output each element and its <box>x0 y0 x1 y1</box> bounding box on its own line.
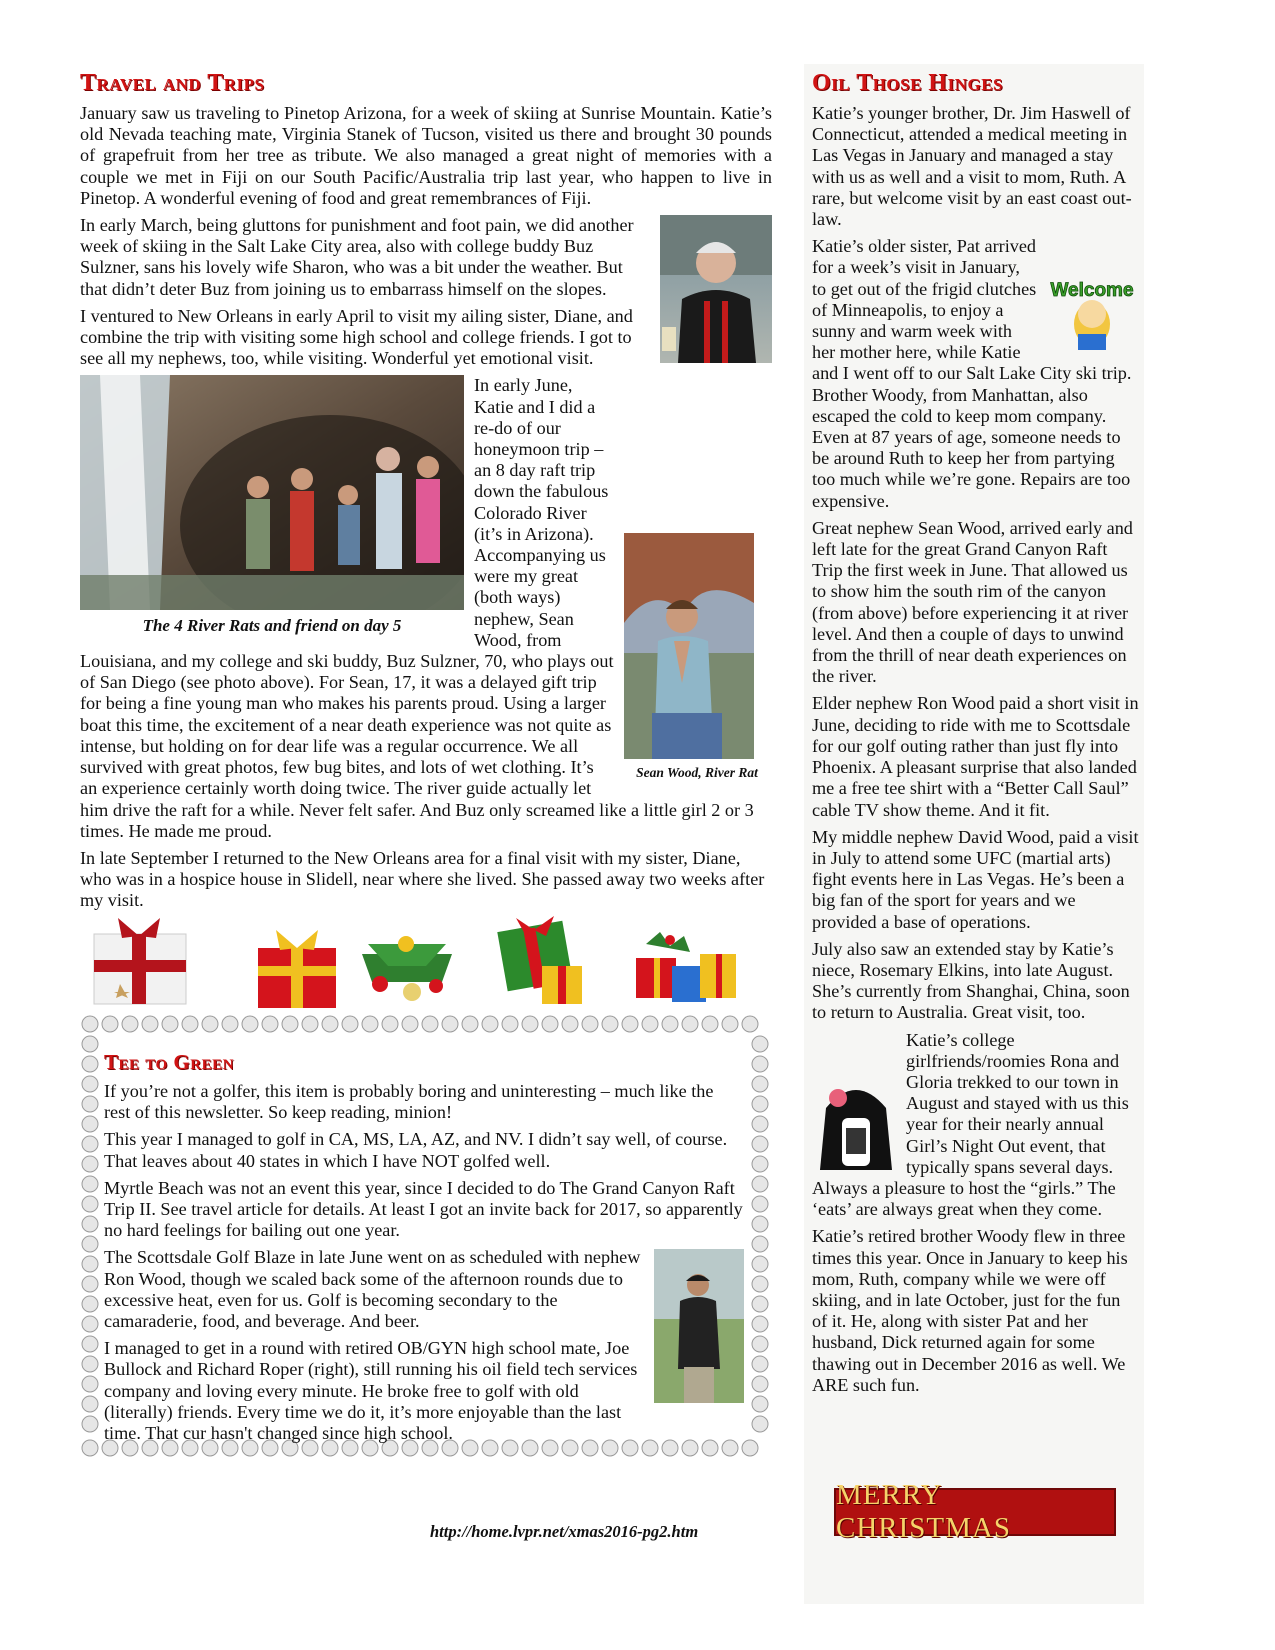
rafters-caption: The 4 River Rats and friend on day 5 <box>142 616 402 636</box>
red-gift-gold-ribbon-icon <box>258 930 336 1008</box>
golf-ball-icon <box>82 1416 98 1432</box>
golf-ball-icon <box>752 1156 768 1172</box>
footer-url: http://home.lvpr.net/xmas2016-pg2.htm <box>430 1522 699 1541</box>
golf-ball-icon <box>82 1056 98 1072</box>
golf-ball-icon <box>242 1016 258 1032</box>
golf-ball-icon <box>752 1276 768 1292</box>
golf-ball-icon <box>442 1016 458 1032</box>
travel-paragraph-1: January saw us traveling to Pinetop Arizona, for a week of skiing at Sunrise Mountain. Katie’s old Nevada teaching mate, Virginia Stanek of Tucson, visited us there and brought 30 pounds of grapefruit from her tree as tribute. We also managed a great night of memories with a couple we met in Fiji on our South Pacific/Australia trip last year, who happen to live in Pinetop. A wonderful evening of food and great remembrances of Fiji. <box>80 103 772 208</box>
golf-ball-icon <box>752 1036 768 1052</box>
golf-paragraph-3: Myrtle Beach was not an event this year, since I decided to do The Grand Canyon Raft Trip II. See travel article for details. At least I got an invite back for 2017, so apparently no hard feelings for bailing out one year. <box>104 1177 743 1241</box>
golf-ball-icon <box>742 1016 758 1032</box>
travel-paragraph-2: In early March, being gluttons for punishment and foot pain, we did another week of skiing in the Salt Lake City area, also with college buddy Buz Sulzner, sans his lovely wife Sharon, who was a bit under the weather. But that didn’t deter Buz from joining us to embarrass himself on the slopes. <box>80 215 634 299</box>
white-gift-icon <box>94 918 186 1004</box>
golf-ball-icon <box>752 1256 768 1272</box>
golf-ball-icon <box>82 1016 98 1032</box>
golfer-photo <box>654 1249 744 1403</box>
fist-girl-icon <box>812 1078 900 1176</box>
girls-night-graphic <box>812 1078 900 1176</box>
golf-ball-icon <box>322 1016 338 1032</box>
golf-ball-icon <box>662 1016 678 1032</box>
golf-ball-icon <box>502 1016 518 1032</box>
golf-section <box>104 1050 744 1450</box>
golf-ball-icon <box>752 1196 768 1212</box>
golf-ball-icon <box>82 1036 98 1052</box>
gifts-holly-icon <box>636 932 736 1002</box>
rafters-photo-block <box>80 375 464 636</box>
hinges-paragraph-5: My middle nephew David Wood, paid a visit in July to attend some UFC (martial arts) fight events here in Las Vegas. He’s been a big fan of the sport for years and we provided a base of operations. <box>812 826 1139 932</box>
golf-ball-icon <box>602 1016 618 1032</box>
skier-figure-icon <box>660 215 772 363</box>
golf-paragraph-2: This year I managed to golf in CA, MS, LA, AZ, and NV. I didn’t say well, of course. That leaves about 40 states in which I have NOT golfed well. <box>104 1129 728 1171</box>
golf-ball-icon <box>82 1356 98 1372</box>
golf-ball-icon <box>82 1276 98 1292</box>
golf-ball-icon <box>302 1016 318 1032</box>
golf-ball-icon <box>752 1296 768 1312</box>
golf-ball-icon <box>752 1096 768 1112</box>
golf-ball-icon <box>752 1076 768 1092</box>
golf-ball-icon <box>82 1196 98 1212</box>
golf-ball-icon <box>382 1016 398 1032</box>
golf-ball-icon <box>82 1256 98 1272</box>
hinges-paragraph-4: Elder nephew Ron Wood paid a short visit in June, deciding to ride with me to Scottsdale for our golf outing rather than just fly into Phoenix. A pleasant surprise that also landed me a free tee shirt with a “Better Call Saul” cable TV show theme. And it fit. <box>812 693 1139 820</box>
golf-ball-icon <box>462 1016 478 1032</box>
golf-ball-icon <box>722 1016 738 1032</box>
golf-ball-icon <box>82 1296 98 1312</box>
travel-paragraph-3: I ventured to New Orleans in early April to visit my ailing sister, Diane, and combine the trip with visiting some high school and college friends. I got to see all my nephews, too, while visiting. Wonderful yet emotional visit. <box>80 305 633 369</box>
golf-ball-icon <box>752 1176 768 1192</box>
golf-ball-icon <box>642 1016 658 1032</box>
golf-ball-icon <box>82 1156 98 1172</box>
golf-ball-icon <box>402 1016 418 1032</box>
golf-ball-icon <box>752 1416 768 1432</box>
hinges-paragraph-8: Katie’s retired brother Woody flew in three times this year. Once in January to keep his mom, Ruth, company while we were off skiing, and in late October, just for the fun of it. He, along with sister Pat and her husband, Dick returned again for some thawing out in December 2016 as well. We ARE such fun. <box>812 1226 1128 1395</box>
golf-ball-icon <box>752 1396 768 1412</box>
hinges-paragraph-1: Katie’s younger brother, Dr. Jim Haswell of Connecticut, attended a medical meeting in Las Vegas in January and managed a stay with us as well and a visit to mom, Ruth. A rare, but welcome visit by an east coast out-law. <box>812 103 1132 230</box>
golf-ball-icon <box>752 1216 768 1232</box>
merry-christmas-text: MERRY CHRISTMAS <box>836 1479 1011 1544</box>
golf-paragraph-5: I managed to get in a round with retired OB/GYN high school mate, Joe Bullock and Richard Roper (right), still running his oil field tech services company and loving every minute. He broke free to golf with old (literally) friends. Every time we do it, it’s more enjoyable than the last time. That cur hasn't changed since high school. <box>104 1338 638 1444</box>
merry-christmas-banner <box>834 1479 1116 1544</box>
golf-title: Tee to Green <box>104 1050 234 1074</box>
golf-paragraph-1: If you’re not a golfer, this item is probably boring and uninteresting – much like the rest of this newsletter. So keep reading, minion! <box>104 1081 714 1123</box>
christmas-branch-icon <box>362 936 452 1001</box>
golf-ball-icon <box>752 1136 768 1152</box>
golf-ball-icon <box>162 1016 178 1032</box>
hinges-section <box>812 70 1140 1402</box>
golf-ball-icon <box>752 1236 768 1252</box>
welcome-icon <box>1044 272 1140 352</box>
golf-ball-icon <box>702 1016 718 1032</box>
gift-row <box>80 914 760 1010</box>
golf-ball-icon <box>222 1016 238 1032</box>
hinges-paragraph-2: Katie’s older sister, Pat arrived for a week’s visit in January, to get out of the frigid clutches of Minneapolis, to enjoy a sunny and warm week with her mother here, while Katie and I went off to our Salt Lake City ski trip. Brother Woody, from Manhattan, also escaped the cold to keep mom company. Even at 87 years of age, someone needs to be around Ruth to keep her from partying too much while we’re gone. Repairs are too expensive. <box>812 236 1132 511</box>
golf-ball-icon <box>82 1216 98 1232</box>
golf-ball-icon <box>122 1016 138 1032</box>
golf-ball-icon <box>82 1116 98 1132</box>
golf-paragraph-4: The Scottsdale Golf Blaze in late June went on as scheduled with nephew Ron Wood, though we scaled back some of the afternoon rounds due to excessive heat, even for us. Golf is becoming secondary to the camaraderie, food, and beverage. And beer. <box>104 1247 641 1332</box>
travel-title: Travel and Trips <box>80 70 265 96</box>
travel-paragraph-4: In early June, Katie and I did a re-do of our honeymoon trip – an 8 day raft trip down the fabulous Colorado River (it’s in Arizona). Accompanying us were my great (both ways) nephew, Sean Wood, from Louisiana, and my college and ski buddy, Buz Sulzner, 70, who plays out of San Diego (see photo above). For Sean, 17, it was a delayed gift trip for being a fine young man who makes his parents proud. Using a larger boat this time, the excitement of a near death experience was not quite as intense, but holding on for dear life was a regular occurrence. We all survived with great photos, few bug bites, and lots of wet clothing. It’s an experience certainly worth doing twice. The river guide actually let him drive the raft for a while. Never felt safer. And Buz only screamed like a little girl 2 or 3 times. He made me proud. <box>80 375 754 841</box>
welcome-graphic <box>1044 272 1140 352</box>
skier-photo <box>660 215 772 363</box>
hinges-paragraph-7: Katie’s college girlfriends/roomies Rona and Gloria trekked to our town in August and stayed with us this year for their nearly annual Girl’s Night Out event, that typically spans several days. Always a pleasure to host the “girls.” The ‘eats’ are always great when they come. <box>812 1029 1129 1220</box>
golf-ball-icon <box>752 1316 768 1332</box>
golf-ball-icon <box>82 1440 98 1456</box>
golf-ball-icon <box>102 1016 118 1032</box>
golf-ball-icon <box>82 1076 98 1092</box>
golf-ball-icon <box>82 1336 98 1352</box>
hinges-paragraph-3: Great nephew Sean Wood, arrived early and left late for the great Grand Canyon Raft Trip the first week in June. That allowed us to show him the south rim of the canyon (from above) before experiencing it at river level. And then a couple of days to unwind from the thrill of near death experiences on the river. <box>812 517 1133 687</box>
golf-ball-icon <box>82 1396 98 1412</box>
golf-ball-icon <box>522 1016 538 1032</box>
golf-ball-icon <box>82 1136 98 1152</box>
golf-box <box>80 1014 770 1458</box>
golf-ball-icon <box>622 1016 638 1032</box>
gift-icons <box>80 914 760 1010</box>
golf-ball-icon <box>752 1116 768 1132</box>
golf-ball-icon <box>182 1016 198 1032</box>
welcome-label: Welcome <box>1050 280 1134 302</box>
golf-ball-icon <box>752 1056 768 1072</box>
golf-ball-icon <box>682 1016 698 1032</box>
golf-ball-icon <box>752 1336 768 1352</box>
green-gift-stack-icon <box>497 916 582 1004</box>
sean-caption: Sean Wood, River Rat <box>636 765 758 781</box>
golf-ball-icon <box>342 1016 358 1032</box>
golf-ball-icon <box>82 1096 98 1112</box>
golf-ball-icon <box>582 1016 598 1032</box>
golf-ball-icon <box>262 1016 278 1032</box>
golf-ball-icon <box>282 1016 298 1032</box>
rafters-photo <box>80 375 464 610</box>
travel-paragraph-5: In late September I returned to the New Orleans area for a final visit with my sister, Diane, who was in a hospice house in Slidell, near where she lived. She passed away two weeks after my visit. <box>80 847 765 911</box>
golf-ball-icon <box>202 1016 218 1032</box>
sean-photo <box>624 533 754 759</box>
golf-ball-icon <box>562 1016 578 1032</box>
hinges-paragraph-6: July also saw an extended stay by Katie’s niece, Rosemary Elkins, into late August. She’s currently from Shanghai, China, soon to return to Australia. Great visit, too. <box>812 938 1130 1023</box>
golf-ball-icon <box>362 1016 378 1032</box>
golf-ball-icon <box>82 1236 98 1252</box>
travel-section <box>80 70 772 918</box>
golf-ball-icon <box>482 1016 498 1032</box>
hinges-title: Oil Those Hinges <box>812 70 1004 96</box>
golf-ball-icon <box>542 1016 558 1032</box>
golf-ball-icon <box>752 1356 768 1372</box>
golf-ball-icon <box>82 1316 98 1332</box>
golf-ball-icon <box>742 1440 758 1456</box>
golf-ball-icon <box>82 1376 98 1392</box>
golf-ball-icon <box>82 1176 98 1192</box>
golf-ball-icon <box>142 1016 158 1032</box>
sean-photo-block <box>622 533 772 781</box>
golf-ball-icon <box>422 1016 438 1032</box>
golf-ball-icon <box>752 1376 768 1392</box>
